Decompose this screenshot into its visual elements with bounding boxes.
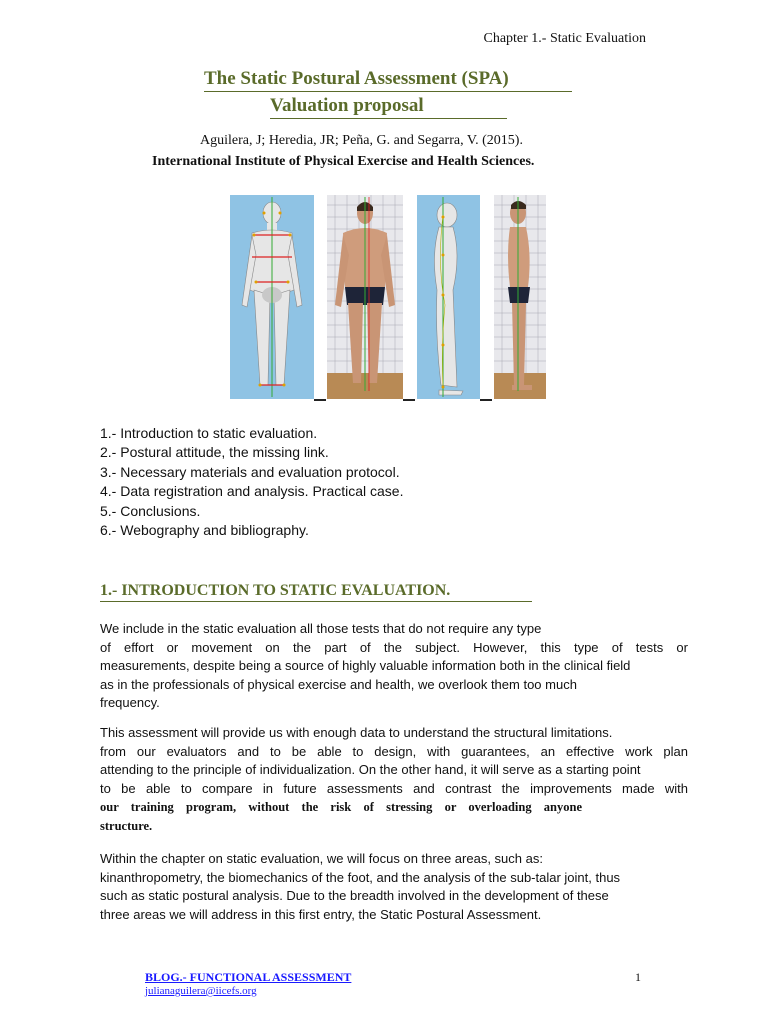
document-title: The Static Postural Assessment (SPA) <box>204 68 572 92</box>
paragraph-line: We include in the static evaluation all those tests that do not require any type <box>100 621 542 636</box>
paragraph-line: of effort or movement on the part of the subject. However, this type of tests or <box>100 639 688 655</box>
paragraph-line: as in the professionals of physical exercise and health, we overlook them too much <box>100 676 577 692</box>
section-heading: 1.- INTRODUCTION TO STATIC EVALUATION. <box>100 582 532 602</box>
toc-item: 3.- Necessary materials and evaluation protocol. <box>100 463 400 480</box>
paragraph <box>100 850 688 924</box>
toc-item: 1.- Introduction to static evaluation. <box>100 425 318 441</box>
page-number: 1 <box>635 970 641 984</box>
paragraph-line: from our evaluators and to be able to design, with guarantees, an effective work plan <box>100 743 688 759</box>
table-of-contents <box>100 424 403 540</box>
paragraph-line: to be able to compare in future assessments and contrast the improvements made with <box>100 780 688 796</box>
paragraph-line: frequency. <box>100 695 160 710</box>
footer-blog-link[interactable]: BLOG.- FUNCTIONAL ASSESSMENT <box>145 970 352 984</box>
lateral-photo <box>494 195 546 399</box>
figure-separator <box>403 399 415 401</box>
figure-separator <box>480 399 492 401</box>
paragraph-line: Within the chapter on static evaluation, we will focus on three areas, such as: <box>100 851 543 866</box>
lateral-body-diagram <box>417 195 480 399</box>
paragraph <box>100 620 688 713</box>
footer-email-link[interactable]: julianaguilera@iicefs.org <box>145 985 257 997</box>
authors: Aguilera, J; Heredia, JR; Peña, G. and Segarra, V. (2015). <box>200 133 523 148</box>
institute: International Institute of Physical Exercise and Health Sciences. <box>152 154 535 169</box>
document-subtitle: Valuation proposal <box>270 95 507 119</box>
paragraph <box>100 724 688 835</box>
anterior-photo <box>327 195 403 399</box>
paragraph-line-bold: our training program, without the risk of stressing or overloading anyone <box>100 800 582 814</box>
paragraph-line: measurements, despite being a source of highly valuable information both in the clinical field <box>100 658 631 673</box>
toc-item: 2.- Postural attitude, the missing link. <box>100 444 329 461</box>
toc-item: 5.- Conclusions. <box>100 502 201 519</box>
paragraph-line: This assessment will provide us with enough data to understand the structural limitations. <box>100 725 613 740</box>
paragraph-line: kinanthropometry, the biomechanics of the foot, and the analysis of the sub-talar joint, thus <box>100 869 621 885</box>
paragraph-line: three areas we will address in this first entry, the Static Postural Assessment. <box>100 906 542 922</box>
paragraph-line: such as static postural analysis. Due to the breadth involved in the development of these <box>100 888 609 903</box>
paragraph-line: attending to the principle of individualization. On the other hand, it will serve as a starting point <box>100 762 641 777</box>
paragraph-line-bold: structure. <box>100 818 153 833</box>
running-header: Chapter 1.- Static Evaluation <box>483 31 646 46</box>
toc-item: 6.- Webography and bibliography. <box>100 522 309 539</box>
toc-item: 4.- Data registration and analysis. Practical case. <box>100 483 404 500</box>
figure-separator <box>314 399 326 401</box>
anterior-body-diagram <box>230 195 314 399</box>
